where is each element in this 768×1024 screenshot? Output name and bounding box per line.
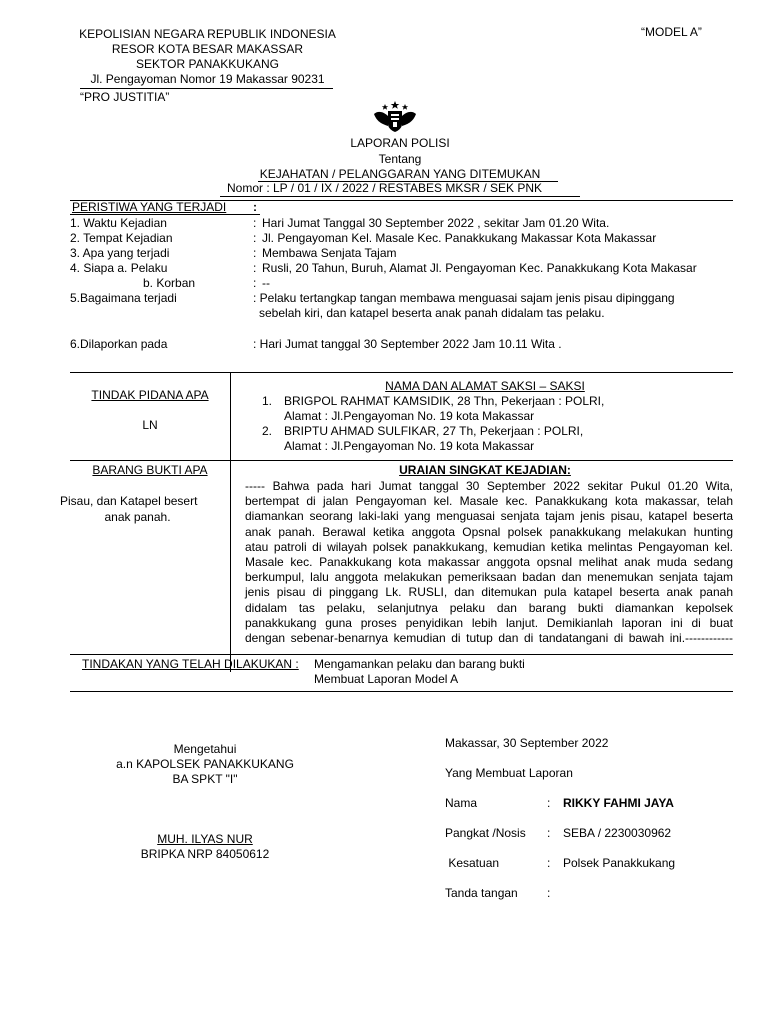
acknowledged-unit: BA SPKT "I" <box>172 772 238 786</box>
incident-heading-underline <box>70 214 260 215</box>
witnesses-heading: NAMA DAN ALAMAT SAKSI – SAKSI <box>385 379 585 393</box>
incident-heading: PERISTIWA YANG TERJADI <box>72 200 227 214</box>
reported-label: 6.Dilaporkan pada <box>70 337 168 351</box>
table-middle-rule <box>70 460 733 461</box>
evidence-heading: BARANG BUKTI APA <box>92 463 208 477</box>
summary-line: bertempat di jalan Pengayoman kel. Masale kec. Panakkukang kota makassar, telah <box>245 494 733 509</box>
agency-name: KEPOLISIAN NEGARA REPUBLIK INDONESIA <box>79 27 336 41</box>
acknowledged-label: Mengetahui <box>173 742 237 756</box>
report-number: Nomor : LP / 01 / IX / 2022 / RESTABES MKSR / SEK PNK <box>227 181 543 195</box>
agency-address: Jl. Pengayoman Nomor 19 Makassar 90231 <box>90 72 325 86</box>
summary-line: anak panah. Berawal ketika anggota Opsnal polsek panakkukang melakukan hunting <box>245 524 733 539</box>
actions-line-2: Membuat Laporan Model A <box>314 672 459 686</box>
witness-1-number: 1. <box>262 394 273 408</box>
witness-2-address: Alamat : Jl.Pengayoman No. 19 kota Makassar <box>284 439 535 453</box>
summary-line: diamankan seorang laki-laki yang menguasai senjata tajam jenis pisau, katapel beserta <box>245 509 733 524</box>
agency-sector: SEKTOR PANAKKUKANG <box>136 57 279 71</box>
summary-line: didalam tas pelaku, selanjutnya pelaku dan barang bukti diamankan kepolsek <box>245 600 733 615</box>
acknowledged-rank: BRIPKA NRP 84050612 <box>140 847 270 861</box>
witness-1-name: BRIGPOL RAHMAT KAMSIDIK, 28 Thn, Pekerjaan : POLRI, <box>284 394 605 408</box>
how-line-2: sebelah kiri, dan katapel beserta anak panah didalam tas pelaku. <box>259 306 605 320</box>
summary-line: dengan sebenar-benarnya kemudian di tutup dan di tandatangani di bawah ini.------------ <box>245 631 733 646</box>
table-bottom-rule <box>70 654 733 655</box>
summary-line: jenis pisau di pinggang Lk. RUSLI, dan ditemukan pula katapel beserta anak panah <box>245 585 733 600</box>
number-underline <box>220 196 580 197</box>
agency-resort: RESOR KOTA BESAR MAKASSAR <box>111 42 304 56</box>
evidence-line-1: Pisau, dan Katapel besert <box>60 494 198 508</box>
summary-line: panakkukang guna proses penyidikan lebih lanjut. Demikianlah laporan ini di buat <box>245 615 733 630</box>
police-emblem-icon <box>368 100 422 134</box>
report-title: LAPORAN POLISI <box>350 136 450 150</box>
table-top-rule <box>70 372 733 373</box>
place-date: Makassar, 30 September 2022 <box>445 736 609 750</box>
witness-1-address: Alamat : Jl.Pengayoman No. 19 kota Makassar <box>284 409 535 423</box>
witness-2-name: BRIPTU AHMAD SULFIKAR, 27 Th, Pekerjaan : POLRI, <box>284 424 584 438</box>
model-label: “MODEL A” <box>641 25 702 39</box>
crime-heading: TINDAK PIDANA APA <box>91 388 209 402</box>
acknowledged-name: MUH. ILYAS NUR <box>157 832 253 846</box>
how-label: 5.Bagaimana terjadi <box>70 291 177 305</box>
actions-line-1: Mengamankan pelaku dan barang bukti <box>314 657 525 671</box>
how-line-1: : Pelaku tertangkap tangan membawa menguasai sajam jenis pisau dipinggang <box>253 291 675 305</box>
summary-line: ----- Bahwa pada hari Jumat tanggal 30 September 2022 sekitar Pukul 01.20 Wita, <box>245 479 733 493</box>
summary-body <box>245 479 733 646</box>
reporter-label: Yang Membuat Laporan <box>445 766 573 780</box>
actions-bottom-rule <box>70 691 733 692</box>
report-about: Tentang <box>378 152 422 166</box>
actions-heading: TINDAKAN YANG TELAH DILAKUKAN : <box>82 657 299 671</box>
evidence-line-2: anak panah. <box>104 510 171 524</box>
summary-line: atau patroli di wilayah polsek panakkukang, kemudian ketika melintas Pengayoman kel. <box>245 539 733 554</box>
witness-2-number: 2. <box>262 424 273 438</box>
header-underline <box>80 88 333 89</box>
pro-justitia: “PRO JUSTITIA” <box>80 90 170 104</box>
summary-heading: URAIAN SINGKAT KEJADIAN: <box>399 463 571 477</box>
report-subject: KEJAHATAN / PELANGGARAN YANG DITEMUKAN <box>259 167 541 181</box>
table-column-divider <box>230 372 231 672</box>
summary-line: berkumpul, lalu anggota melakukan pemeriksaan badan dan menemukan senjata tajam <box>245 570 733 585</box>
incident-heading-colon: : <box>253 200 257 214</box>
acknowledged-office: a.n KAPOLSEK PANAKKUKANG <box>116 757 294 771</box>
reported-value: : Hari Jumat tanggal 30 September 2022 Jam 10.11 Wita . <box>253 337 562 351</box>
reporter-name: RIKKY FAHMI JAYA <box>563 796 674 810</box>
summary-line: Masale kec. Panakkukang kota makassar anggota opsnal melihat anak muda sedang <box>245 555 733 570</box>
crime-value: LN <box>142 418 158 432</box>
